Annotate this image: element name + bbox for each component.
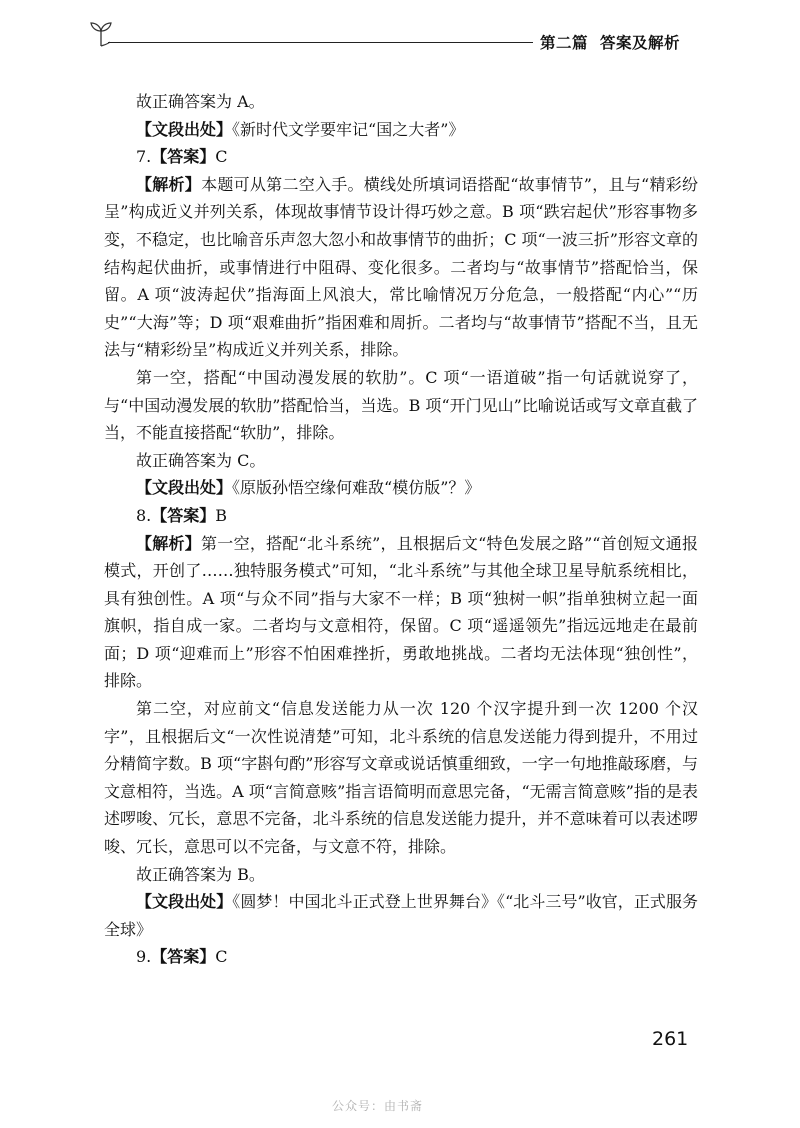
header-section: 第二篇 <box>540 34 589 52</box>
section-tag: 【文段出处】 <box>136 478 233 498</box>
paragraph <box>104 364 698 447</box>
section-tag: 【文段出处】 <box>136 892 233 912</box>
question-number: 8. <box>136 505 152 525</box>
paragraph-text: 第一空，搭配“中国动漫发展的软肋”。C 项“一语道破”指一句话就说穿了，与“中国动漫发展的软肋”搭配恰当，当选。B 项“开门见山”比喻说话或写文章直截了当，不能直接搭配“软肋”，排除。 <box>104 367 698 443</box>
question-number: 9. <box>136 947 152 967</box>
paragraph-text: 故正确答案为 C。 <box>136 450 266 470</box>
paragraph <box>104 116 698 144</box>
paragraph <box>104 861 698 889</box>
footer-watermark: 公众号：由书斋 <box>332 1099 424 1113</box>
paragraph <box>104 888 698 943</box>
paragraph <box>104 88 698 116</box>
page-body <box>104 88 698 971</box>
header-title: 答案及解析 <box>600 34 681 52</box>
paragraph <box>104 943 698 971</box>
question-number: 7. <box>136 147 152 167</box>
paragraph-text: C <box>215 947 228 967</box>
paragraph-text: B <box>215 505 228 525</box>
paragraph <box>104 171 698 364</box>
paragraph-text: 《圆梦！中国北斗正式登上世界舞台》《“北斗三号”收官，正式服务全球》 <box>104 892 698 939</box>
paragraph <box>104 530 698 696</box>
section-tag: 【答案】 <box>151 147 216 167</box>
header-rule <box>108 42 533 43</box>
paragraph-text: C <box>215 147 228 167</box>
running-header <box>540 31 680 53</box>
paragraph-text: 《原版孙悟空缘何难敌“模仿版”？》 <box>232 478 481 498</box>
section-tag: 【解析】 <box>136 533 202 553</box>
section-tag: 【答案】 <box>151 505 216 525</box>
paragraph <box>104 695 698 861</box>
paragraph-text: 故正确答案为 A。 <box>136 92 265 111</box>
paragraph <box>104 447 698 475</box>
sprout-icon <box>86 18 116 48</box>
paragraph-text: 《新时代文学要牢记“国之大者”》 <box>232 119 465 139</box>
section-tag: 【解析】 <box>136 174 202 194</box>
paragraph-text: 故正确答案为 B。 <box>136 864 265 884</box>
section-tag: 【答案】 <box>151 947 216 967</box>
paragraph-text: 本题可从第二空入手。横线处所填词语搭配“故事情节”，且与“精彩纷呈”构成近义并列关系，体现故事情节设计得巧妙之意。B 项“跌宕起伏”形容事物多变，不稳定，也比喻音乐声忽大忽小和故事情节的曲折；C 项“一波三折”形容文章的结构起伏曲折，或事情进行中阻碍、变化很多。二者均与“故事情节”搭配恰当，保留。A 项“波涛起伏”指海面上风浪大，常比喻情况万分危急，一般搭配“内心”“历史”“大海”等；D 项“艰难曲折”指困难和周折。二者均与“故事情节”搭配不当，且无法与“精彩纷呈”构成近义并列关系，排除。 <box>104 174 698 360</box>
paragraph-text: 第二空，对应前文“信息发送能力从一次 120 个汉字提升到一次 1200 个汉字”，且根据后文“一次性说清楚”可知，北斗系统的信息发送能力得到提升，不用过分精简字数。B 项“字斟句酌”形容写文章或说话慎重细致，一字一句地推敲琢磨，与文意相符，当选。A 项“言简意赅”指言语简明而意思完备，“无需言简意赅”指的是表述啰唆、冗长，意思不完备，北斗系统的信息发送能力提升，并不意味着可以表述啰唆、冗长，意思可以不完备，与文意不符，排除。 <box>104 699 698 857</box>
page-number: 261 <box>652 1028 689 1050</box>
paragraph <box>104 502 698 530</box>
paragraph-text: 第一空，搭配“北斗系统”，且根据后文“特色发展之路”“首创短文通报模式，开创了……独特服务模式”可知，“北斗系统”与其他全球卫星导航系统相比，具有独创性。A 项“与众不同”指与大家不一样；B 项“独树一帜”指单独树立起一面旗帜，指自成一家。二者均与文意相符，保留。C 项“遥遥领先”指远远地走在最前面；D 项“迎难而上”形容不怕困难挫折，勇敢地挑战。二者均无法体现“独创性”，排除。 <box>104 533 698 691</box>
paragraph <box>104 474 698 502</box>
paragraph <box>104 143 698 171</box>
section-tag: 【文段出处】 <box>136 119 233 139</box>
